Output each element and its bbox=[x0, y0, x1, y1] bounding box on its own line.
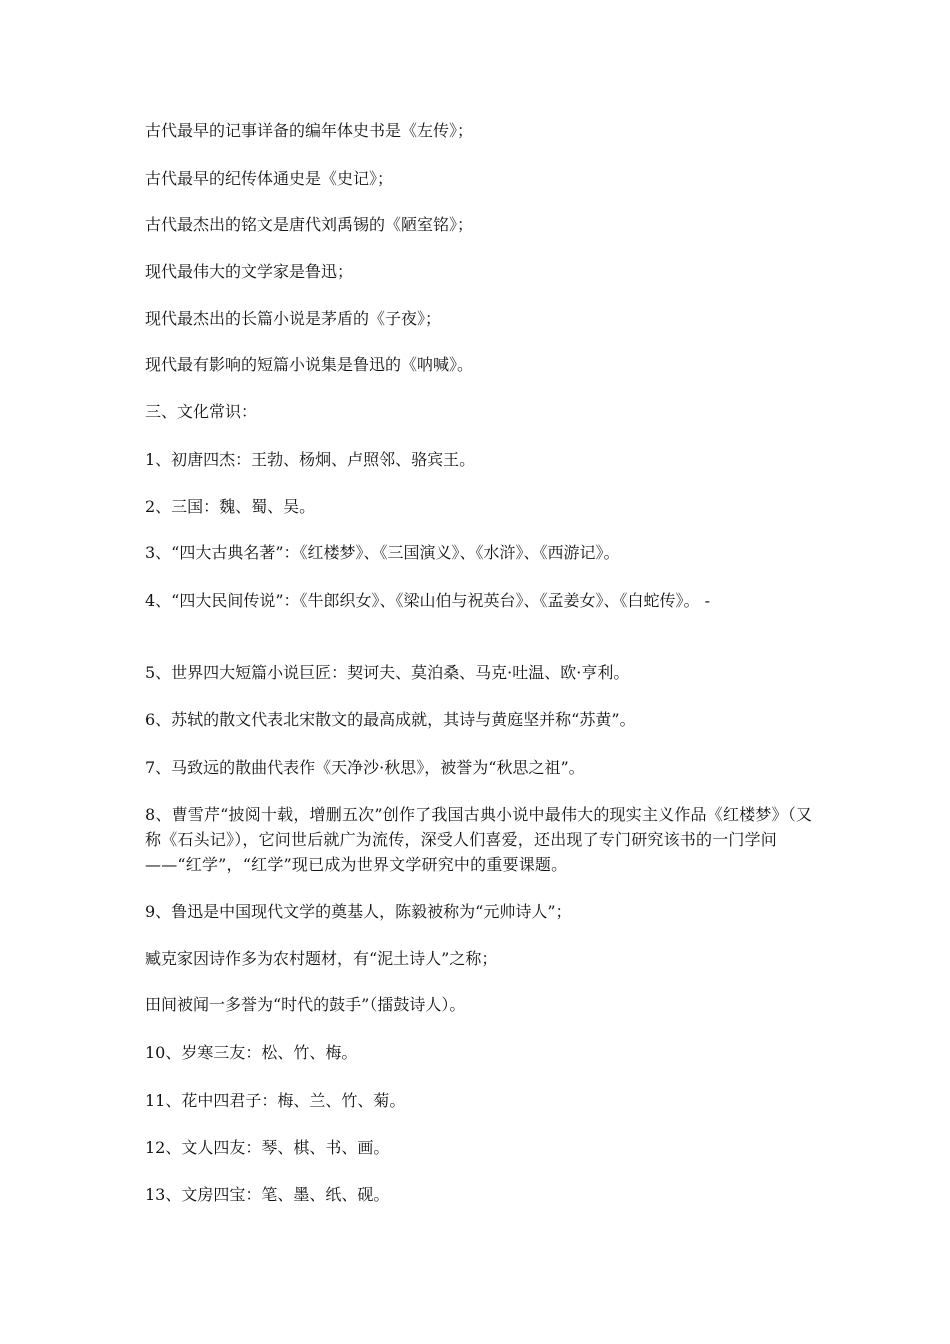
text-line: 现代最伟大的文学家是鲁迅； bbox=[145, 262, 354, 281]
text-line: 现代最杰出的长篇小说是茅盾的《子夜》； bbox=[145, 309, 442, 328]
list-item: 9、鲁迅是中国现代文学的奠基人，陈毅被称为“元帅诗人”； bbox=[145, 902, 572, 921]
list-item: 7、马致远的散曲代表作《天净沙·秋思》，被誉为“秋思之祖”。 bbox=[145, 758, 585, 777]
text-line: 古代最早的记事详备的编年体史书是《左传》； bbox=[145, 121, 474, 140]
list-item: 1、初唐四杰：王勃、杨炯、卢照邻、骆宾王。 bbox=[145, 450, 476, 469]
section-heading: 三、文化常识： bbox=[145, 402, 258, 421]
text-line: 古代最杰出的铭文是唐代刘禹锡的《陋室铭》； bbox=[145, 215, 474, 234]
list-item-paragraph: 8、曹雪芹“披阅十载，增删五次”创作了我国古典小说中最伟大的现实主义作品《红楼梦》（又称《石头记》），它问世后就广为流传，深受人们喜爱，还出现了专门研究该书的一门学问——“红学”，“红学”现已成为世界文学研究中的重要课题。 bbox=[145, 805, 813, 874]
text-line: 田间被闻一多誉为“时代的鼓手”（擂鼓诗人）。 bbox=[145, 995, 466, 1014]
text-line: 现代最有影响的短篇小说集是鲁迅的《呐喊》。 bbox=[145, 355, 474, 374]
text-line: 古代最早的纪传体通史是《史记》； bbox=[145, 169, 394, 188]
list-item: 10、岁寒三友：松、竹、梅。 bbox=[145, 1043, 358, 1062]
list-item: 4、“四大民间传说”：《牛郎织女》、《梁山伯与祝英台》、《孟姜女》、《白蛇传》。 - bbox=[145, 591, 711, 610]
list-item: 2、三国：魏、蜀、吴。 bbox=[145, 497, 316, 516]
list-item: 12、文人四友：琴、棋、书、画。 bbox=[145, 1138, 390, 1157]
text-line: 臧克家因诗作多为农村题材，有“泥土诗人”之称； bbox=[145, 949, 498, 968]
list-item: 6、苏轼的散文代表北宋散文的最高成就，其诗与黄庭坚并称“苏黄”。 bbox=[145, 710, 636, 729]
list-item: 13、文房四宝：笔、墨、纸、砚。 bbox=[145, 1185, 390, 1204]
list-item: 5、世界四大短篇小说巨匠：契诃夫、莫泊桑、马克·吐温、欧·亨利。 bbox=[145, 663, 630, 682]
list-item: 11、花中四君子：梅、兰、竹、菊。 bbox=[145, 1091, 406, 1110]
list-item: 3、“四大古典名著”：《红楼梦》、《三国演义》、《水浒》、《西游记》。 bbox=[145, 543, 620, 562]
